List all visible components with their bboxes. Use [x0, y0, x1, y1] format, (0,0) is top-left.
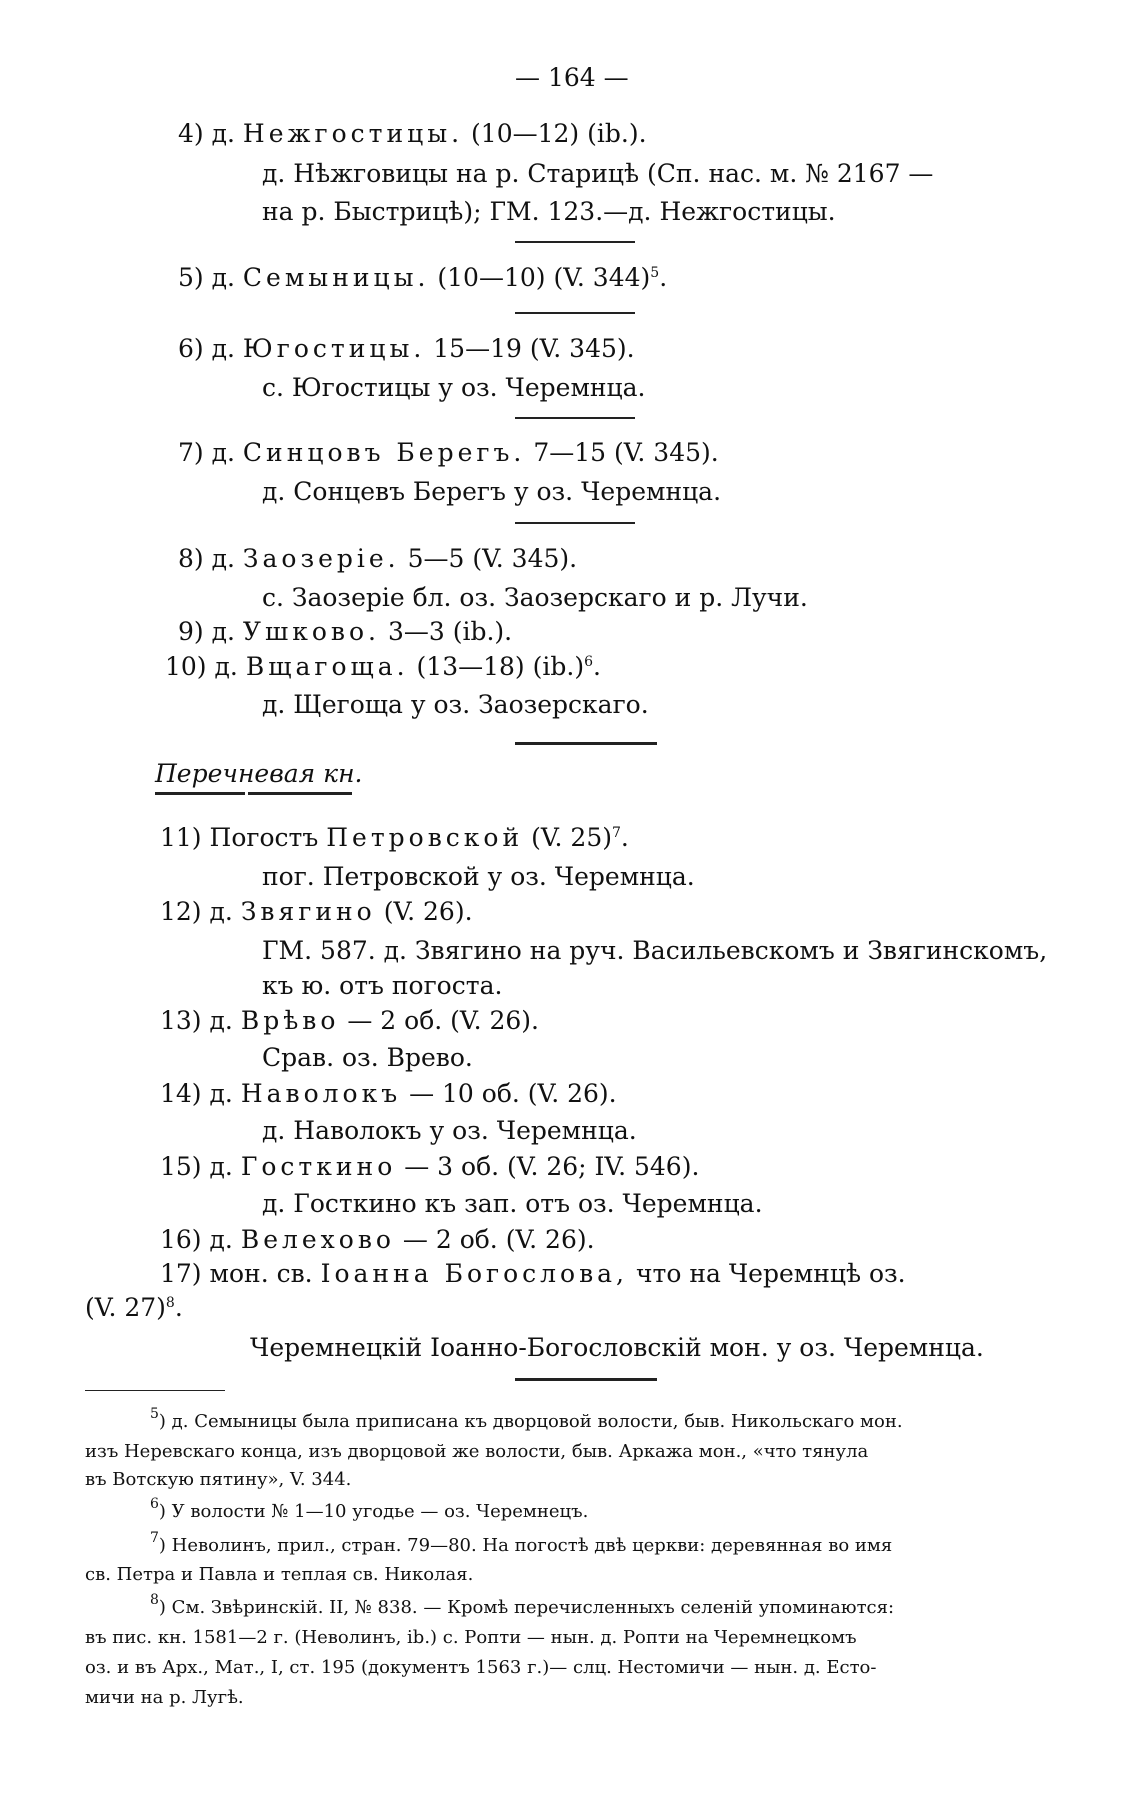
footnote-line: въ Вотскую пятину», V. 344.	[85, 1469, 352, 1490]
item-note: с. Югостицы у оз. Черемнца.	[262, 373, 646, 402]
list-item: 16) д. Велехово — 2 об. (V. 26).	[160, 1225, 595, 1254]
list-item: 5) д. Семыницы. (10—10) (V. 344)$^5$.	[178, 263, 668, 292]
item-note: Черемнецкій Іоанно-Богословскій мон. у оз. Черемнца.	[250, 1333, 984, 1362]
item-note: д. Наволокъ у оз. Черемнца.	[262, 1116, 637, 1145]
list-item: 4) д. Нежгостицы. (10—12) (ib.).	[178, 119, 647, 148]
footnote: $^8$) См. Звѣринскій. II, № 838. — Кромѣ перечисленныхъ селеній упоминаются:	[150, 1592, 895, 1618]
divider	[515, 312, 635, 314]
divider	[515, 742, 657, 745]
section-title: Перечневая кн.	[155, 759, 363, 788]
footnote-line: оз. и въ Арх., Мат., I, ст. 195 (документъ 1563 г.)— слц. Нестомичи — нын. д. Естo-	[85, 1657, 877, 1678]
list-item: 11) Погостъ Петровской (V. 25)$^7$.	[160, 823, 629, 852]
item-note: д. Госткино къ зап. отъ оз. Черемнца.	[262, 1189, 763, 1218]
item-note: д. Нѣжговицы на р. Старицѣ (Сп. нас. м. № 2167 —	[262, 159, 934, 188]
footnote-line: мичи на р. Лугѣ.	[85, 1687, 244, 1708]
footnote: $^6$) У волости № 1—10 угодье — оз. Черемнецъ.	[150, 1496, 589, 1522]
page-number: — 164 —	[515, 63, 629, 92]
list-item: 17) мон. св. Іоанна Богослова, что на Черемнцѣ оз.	[160, 1259, 906, 1288]
footnote-ref: 7	[612, 825, 621, 841]
section-title-underline	[248, 792, 352, 795]
item-note: д. Сонцевъ Берегъ у оз. Черемнца.	[262, 477, 722, 506]
divider	[515, 417, 635, 419]
item-note: д. Щегоща у оз. Заозерскаго.	[262, 690, 649, 719]
item-note: на р. Быстрицѣ); ГМ. 123.—д. Нежгостицы.	[262, 197, 836, 226]
list-item: 7) д. Синцовъ Берегъ. 7—15 (V. 345).	[178, 438, 719, 467]
list-item: 9) д. Ушково. 3—3 (ib.).	[178, 617, 513, 646]
footnote-ref: 5	[650, 265, 660, 281]
list-item: 12) д. Звягино (V. 26).	[160, 897, 473, 926]
item-continuation: (V. 27)$^8$.	[85, 1293, 183, 1322]
footnote: $^5$) д. Семыницы была приписана къ дворцовой волости, быв. Никольскаго мон.	[150, 1406, 903, 1432]
footnote: $^7$) Неволинъ, прил., стран. 79—80. На погостѣ двѣ церкви: деревянная во имя	[150, 1530, 893, 1556]
footnote-ref: 6	[584, 654, 593, 670]
section-title-underline	[155, 792, 245, 795]
item-note: с. Заозеріе бл. оз. Заозерскаго и р. Лучи.	[262, 583, 808, 612]
list-item: 14) д. Наволокъ — 10 об. (V. 26).	[160, 1079, 617, 1108]
footnote-line: св. Петра и Павла и теплая св. Николая.	[85, 1564, 474, 1585]
item-note: пог. Петровской у оз. Черемнца.	[262, 862, 695, 891]
divider	[515, 241, 635, 243]
list-item: 15) д. Госткино — 3 об. (V. 26; IV. 546).	[160, 1152, 700, 1181]
footnote-ref: 8	[165, 1295, 175, 1311]
item-note: Срав. оз. Врево.	[262, 1043, 473, 1072]
footnote-line: въ пис. кн. 1581—2 г. (Неволинъ, ib.) с. Ропти — нын. д. Ропти на Черемнецкомъ	[85, 1627, 857, 1648]
list-item: 10) д. Вщагоща. (13—18) $(ib.)^6$.	[165, 652, 601, 681]
footnote-rule	[85, 1390, 225, 1391]
item-note: къ ю. отъ погоста.	[262, 971, 503, 1000]
list-item: 6) д. Югостицы. 15—19 (V. 345).	[178, 334, 635, 363]
list-item: 13) д. Врѣво — 2 об. (V. 26).	[160, 1006, 539, 1035]
divider	[515, 1378, 657, 1381]
divider	[515, 522, 635, 524]
item-note: ГМ. 587. д. Звягино на руч. Васильевскомъ и Звягинскомъ,	[262, 936, 1048, 965]
list-item: 8) д. Заозеріе. 5—5 (V. 345).	[178, 544, 578, 573]
footnote-line: изъ Неревскаго конца, изъ дворцовой же волости, быв. Аркажа мон., «что тянула	[85, 1441, 869, 1462]
